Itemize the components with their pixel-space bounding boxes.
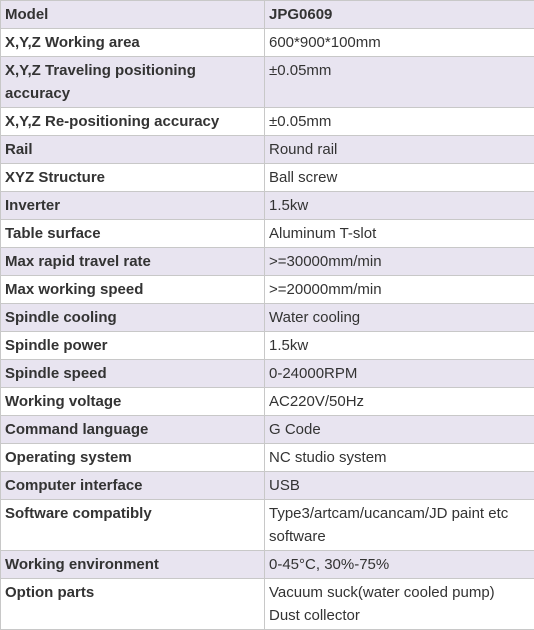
spec-value-line: ±0.05mm [269, 110, 531, 133]
spec-value-line: 600*900*100mm [269, 31, 531, 54]
spec-parameter: Option parts [1, 579, 265, 630]
spec-parameter: Inverter [1, 192, 265, 220]
spec-value [265, 276, 534, 304]
spec-parameter: X,Y,Z Traveling positioning accuracy [1, 57, 265, 108]
specification-table-body [1, 1, 534, 630]
spec-row [1, 444, 534, 472]
spec-value [265, 136, 534, 164]
spec-value-line: Round rail [269, 138, 531, 161]
spec-parameter: Table surface [1, 220, 265, 248]
spec-parameter: XYZ Structure [1, 164, 265, 192]
spec-row [1, 472, 534, 500]
spec-value-line: 1.5kw [269, 334, 531, 357]
spec-value-line: 0-24000RPM [269, 362, 531, 385]
spec-parameter: Max working speed [1, 276, 265, 304]
spec-value-line: ±0.05mm [269, 59, 531, 82]
spec-parameter: Computer interface [1, 472, 265, 500]
spec-value-line: Type3/artcam/ucancam/JD paint etc software [269, 502, 531, 548]
spec-value [265, 192, 534, 220]
spec-row [1, 276, 534, 304]
spec-row [1, 579, 534, 630]
spec-value-line: >=30000mm/min [269, 250, 531, 273]
spec-value-line: 1.5kw [269, 194, 531, 217]
spec-row [1, 360, 534, 388]
spec-value-line: 0-45°C, 30%-75% [269, 553, 531, 576]
spec-value [265, 444, 534, 472]
spec-value [265, 388, 534, 416]
spec-value-line: AC220V/50Hz [269, 390, 531, 413]
spec-row [1, 192, 534, 220]
spec-row [1, 164, 534, 192]
spec-row [1, 332, 534, 360]
spec-value [265, 579, 534, 630]
spec-row [1, 220, 534, 248]
spec-value [265, 220, 534, 248]
spec-value-line: G Code [269, 418, 531, 441]
spec-row [1, 500, 534, 551]
spec-value [265, 1, 534, 29]
spec-parameter: Model [1, 1, 265, 29]
spec-parameter: Spindle speed [1, 360, 265, 388]
spec-value [265, 29, 534, 57]
spec-row [1, 136, 534, 164]
spec-value-line: >=20000mm/min [269, 278, 531, 301]
spec-parameter: Working environment [1, 551, 265, 579]
spec-row [1, 108, 534, 136]
spec-parameter: Spindle power [1, 332, 265, 360]
spec-row [1, 57, 534, 108]
spec-parameter: Spindle cooling [1, 304, 265, 332]
spec-value-line: NC studio system [269, 446, 531, 469]
spec-row [1, 416, 534, 444]
spec-value [265, 551, 534, 579]
spec-row [1, 1, 534, 29]
spec-value [265, 304, 534, 332]
spec-parameter: Rail [1, 136, 265, 164]
spec-value-line: Vacuum suck(water cooled pump) [269, 581, 531, 604]
spec-value-line: Aluminum T-slot [269, 222, 531, 245]
spec-value [265, 248, 534, 276]
spec-value [265, 472, 534, 500]
spec-value-line: Water cooling [269, 306, 531, 329]
spec-row [1, 551, 534, 579]
spec-value [265, 164, 534, 192]
spec-value [265, 360, 534, 388]
spec-parameter: X,Y,Z Re-positioning accuracy [1, 108, 265, 136]
spec-parameter: X,Y,Z Working area [1, 29, 265, 57]
spec-parameter: Working voltage [1, 388, 265, 416]
spec-value-line: Dust collector [269, 604, 531, 627]
spec-value-line: JPG0609 [269, 3, 531, 26]
spec-parameter: Max rapid travel rate [1, 248, 265, 276]
spec-parameter: Software compatibly [1, 500, 265, 551]
spec-row [1, 388, 534, 416]
spec-value [265, 332, 534, 360]
spec-value-line: USB [269, 474, 531, 497]
spec-parameter: Command language [1, 416, 265, 444]
spec-parameter: Operating system [1, 444, 265, 472]
spec-row [1, 29, 534, 57]
spec-value [265, 500, 534, 551]
spec-value-line: Ball screw [269, 166, 531, 189]
spec-value [265, 416, 534, 444]
spec-value [265, 57, 534, 108]
spec-value [265, 108, 534, 136]
spec-row [1, 304, 534, 332]
spec-row [1, 248, 534, 276]
